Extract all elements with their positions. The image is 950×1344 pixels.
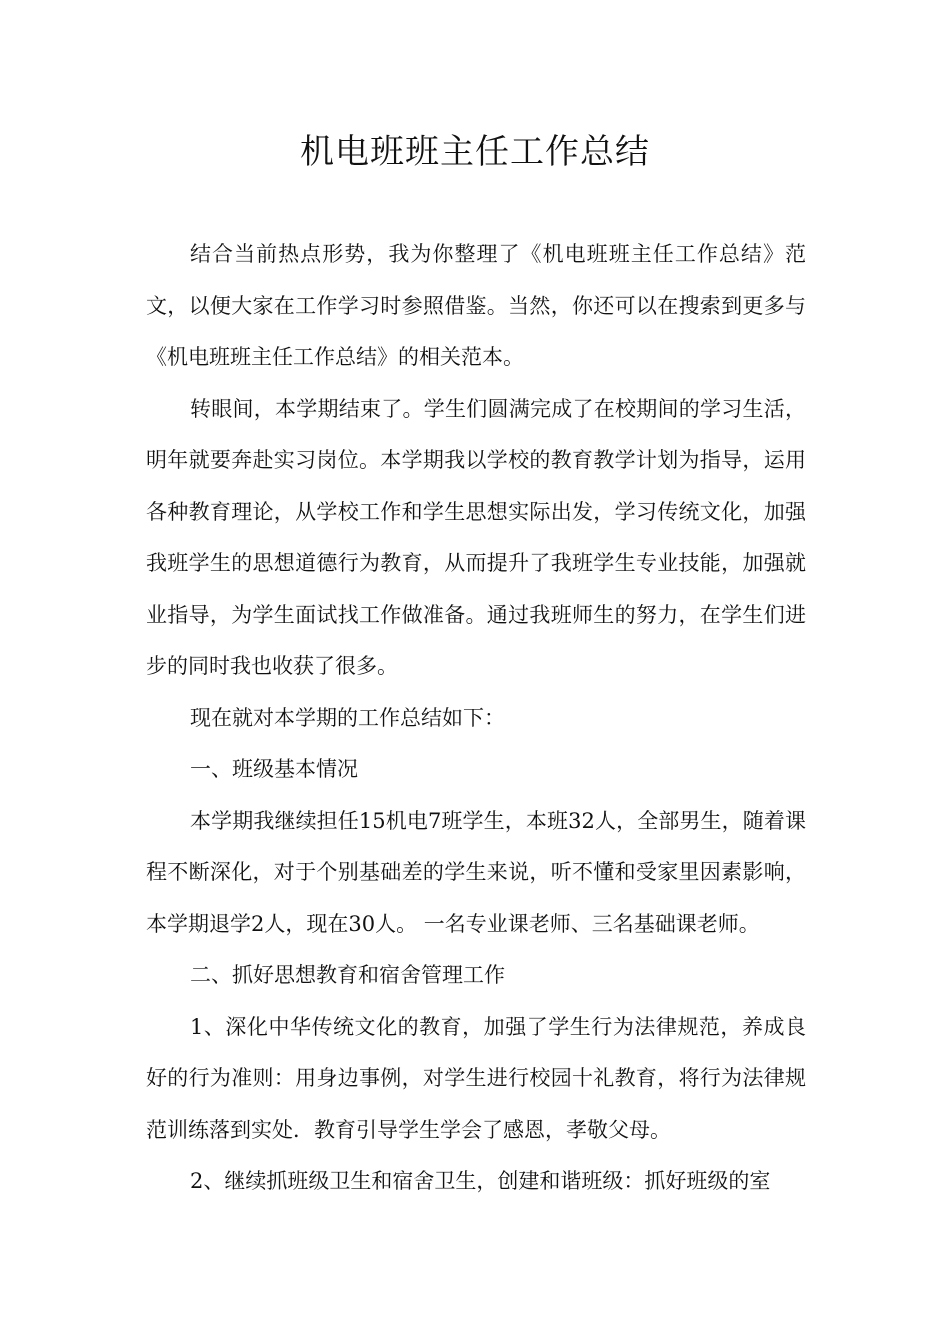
item-2-paragraph: 2、继续抓班级卫生和宿舍卫生，创建和谐班级：抓好班级的室 <box>190 1169 771 1193</box>
intro-paragraph: 结合当前热点形势，我为你整理了《机电班班主任工作总结》范文，以便大家在工作学习时参照借鉴。当然，你还可以在搜索到更多与《机电班班主任工作总结》的相关范本。 <box>146 242 806 369</box>
overview-paragraph: 转眼间，本学期结束了。学生们圆满完成了在校期间的学习生活，明年就要奔赴实习岗位。本学期我以学校的教育教学计划为指导，运用各种教育理论，从学校工作和学生思想实际出发，学习传统文化，加强我班学生的思想道德行为教育，从而提升了我班学生专业技能，加强就业指导，为学生面试找工作做准备。通过我班师生的努力，在学生们进步的同时我也收获了很多。 <box>146 396 806 678</box>
document-title: 机电班班主任工作总结 <box>300 132 650 172</box>
section-heading-ideology-dorm: 二、抓好思想教育和宿舍管理工作 <box>190 963 505 987</box>
document-body <box>146 229 806 1208</box>
item-1-paragraph: 1、深化中华传统文化的教育，加强了学生行为法律规范，养成良好的行为准则：用身边事例，对学生进行校园十礼教育，将行为法律规范训练落到实处．教育引导学生学会了感恩，孝敬父母。 <box>146 1014 806 1142</box>
summary-intro-paragraph: 现在就对本学期的工作总结如下： <box>190 705 505 730</box>
class-situation-paragraph: 本学期我继续担任15机电7班学生，本班32人，全部男生，随着课程不断深化，对于个别基础差的学生来说，听不懂和受家里因素影响，本学期退学2人，现在30人。 一名专业课老师、三名基础课老师。 <box>146 808 806 936</box>
section-heading-class-situation: 一、班级基本情况 <box>190 757 358 781</box>
